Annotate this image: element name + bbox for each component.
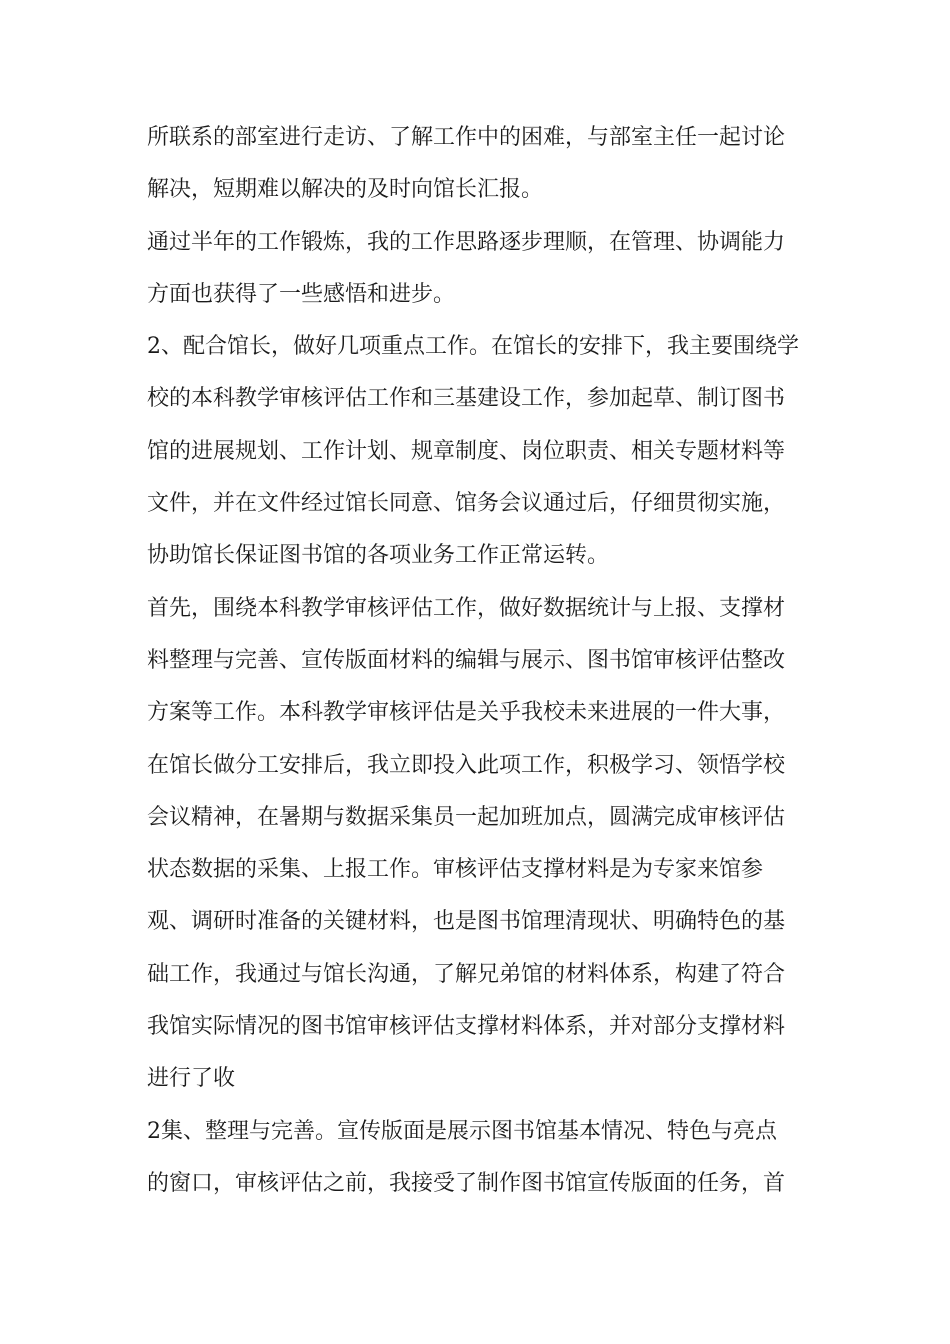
text-line: 文件，并在文件经过馆长同意、馆务会议通过后，仔细贯彻实施， (147, 491, 786, 517)
text-line: 料整理与完善、宣传版面材料的编辑与展示、图书馆审核评估整改 (147, 647, 786, 673)
text-line: 所联系的部室进行走访、了解工作中的困难，与部室主任一起讨论 (147, 125, 786, 150)
text-line: 础工作，我通过与馆长沟通，了解兄弟馆的材料体系，构建了符合 (147, 961, 786, 987)
text-line: 协助馆长保证图书馆的各项业务工作正常运转。 (147, 543, 610, 569)
text-line: 馆的进展规划、工作计划、规章制度、岗位职责、相关专题材料等 (147, 438, 786, 464)
text-line: 校的本科教学审核评估工作和三基建设工作，参加起草、制订图书 (147, 386, 786, 412)
text-line: 会议精神，在暑期与数据采集员一起加班加点，圆满完成审核评估 (147, 804, 786, 830)
text-line: 我馆实际情况的图书馆审核评估支撑材料体系，并对部分支撑材料 (147, 1014, 786, 1040)
text-line: 方面也获得了一些感悟和进步。 (147, 281, 456, 307)
text-line: 通过半年的工作锻炼，我的工作思路逐步理顺，在管理、协调能力 (147, 229, 786, 255)
text-line: 2集、整理与完善。宣传版面是展示图书馆基本情况、特色与亮点 (147, 1118, 777, 1144)
text-line: 进行了收 (147, 1066, 236, 1092)
text-line: 的窗口，审核评估之前，我接受了制作图书馆宣传版面的任务，首 (147, 1170, 786, 1196)
text-line: 状态数据的采集、上报工作。审核评估支撑材料是为专家来馆参 (147, 857, 764, 883)
text-line: 解决，短期难以解决的及时向馆长汇报。 (147, 177, 544, 203)
text-line: 2、配合馆长，做好几项重点工作。在馆长的安排下，我主要围绕学 (147, 334, 799, 360)
text-line: 观、调研时准备的关键材料，也是图书馆理清现状、明确特色的基 (147, 909, 786, 935)
document-body (147, 112, 827, 1210)
text-line: 首先，围绕本科教学审核评估工作，做好数据统计与上报、支撑材 (147, 595, 786, 621)
text-line: 在馆长做分工安排后，我立即投入此项工作，积极学习、领悟学校 (147, 752, 786, 778)
text-line: 方案等工作。本科教学审核评估是关乎我校未来进展的一件大事， (147, 700, 786, 726)
